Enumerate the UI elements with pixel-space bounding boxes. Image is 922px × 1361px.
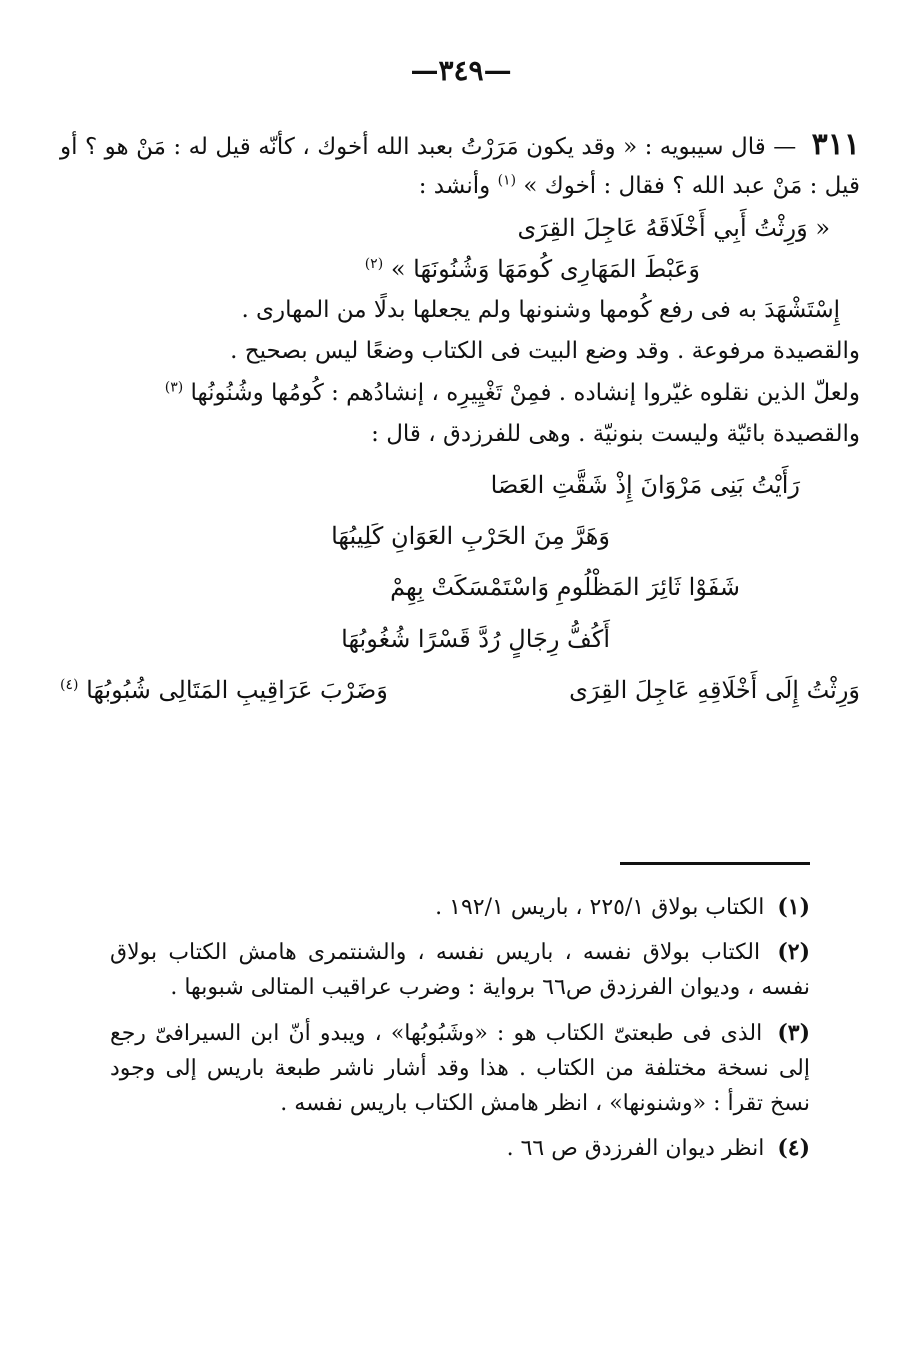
entry-line-1: — قال سيبويه : « وقد يكون مَرَرْتُ بعبد الله أخوك ، كأنّه xyxy=(258,134,797,160)
entry-paragraph xyxy=(60,122,860,204)
discussion-line-2-text: ولعلّ الذين نقلوه غيّروا إنشاده . فمِنْ تَغْيِيرِه ، إنشادُهم : كُومُها وشُنُونُها xyxy=(190,379,860,406)
verse-1-first-hemistich: « وَرِثْتُ أَبِي أَخْلَاقَهُ عَاجِلَ القِرَى xyxy=(517,214,830,243)
page-number: —٣٤٩— xyxy=(410,54,512,87)
footnote-1-text: الكتاب بولاق ٢٢٥/١ ، باريس ١٩٢/١ . xyxy=(435,895,765,920)
footnotes xyxy=(110,890,810,1176)
footnote-3 xyxy=(110,1016,810,1122)
footnote-marker-1: (١) xyxy=(497,171,517,188)
footnote-2-text: الكتاب بولاق نفسه ، باريس نفسه ، والشنتمرى هامش الكتاب بولاق نفسه ، وديوان الفرزدق ص٦٦ برواية : وضرب عراقيب المتالى شبوبها . xyxy=(110,940,810,1001)
footnote-4-number: (٤) xyxy=(777,1135,810,1162)
footnote-4-text: انظر ديوان الفرزدق ص ٦٦ . xyxy=(506,1136,765,1162)
poem-line-1: رَأَيْتُ بَنِى مَرْوَانَ إِذْ شَقَّتِ العَصَا xyxy=(490,471,800,500)
poem-line-5-first: وَرِثْتُ إِلَى أَخْلَاقِهِ عَاجِلَ القِرَى xyxy=(569,675,860,704)
discussion-line-2 xyxy=(60,376,860,412)
footnote-3-number: (٣) xyxy=(777,1019,810,1046)
poem-line-5 xyxy=(60,672,860,709)
footnote-2-number: (٢) xyxy=(777,939,810,966)
footnote-marker-4: (٤) xyxy=(60,676,79,693)
poem-line-3: شَفَوْا ثَائِرَ المَظْلُومِ وَاسْتَمْسَكَتْ بِهِمْ xyxy=(390,573,740,602)
footnote-marker-3: (٣) xyxy=(164,379,184,396)
poem-line-4: أَكُفُّ رِجَالٍ رُدَّ قَسْرًا شُغُوبُهَا xyxy=(341,624,610,653)
verse-1-second-text: وَعَبْطَ المَهَارِى كُومَهَا وَشُنُونَهَا » xyxy=(390,255,700,284)
main-text xyxy=(60,122,860,709)
footnote-marker-2: (٢) xyxy=(364,256,384,273)
poem xyxy=(60,467,860,709)
entry-number: ٣١١ xyxy=(811,127,861,162)
entry-line-2: قيل له : مَنْ هو ؟ أو قيل : مَنْ عبد الله ؟ فقال : أخوك » xyxy=(60,134,860,199)
footnotes-divider xyxy=(620,862,810,865)
poem-line-5-second: وَضَرْبَ عَرَاقِيبِ المَتَالِى شُبُوبُهَا xyxy=(86,675,388,704)
footnote-4 xyxy=(110,1131,810,1166)
footnote-1 xyxy=(110,890,810,925)
explanation: إِسْتَشْهَدَ به فى رفع كُومها وشنونها ولم يجعلها بدلًا من المهارى . xyxy=(241,296,840,323)
footnote-3-text: الذى فى طبعتىّ الكتاب هو : «وشَبُوبُها» ، ويبدو أنّ ابن السيرافىّ رجع إلى نسخة مختلفة من الكتاب . هذا وقد أشار ناشر طبعة باريس إلى وجود نسخ تقرأ : «وشنونها» ، انظر هامش الكتاب باريس نفسه . xyxy=(110,1020,810,1116)
verse-1-second-hemistich xyxy=(60,251,860,288)
poem-line-2: وَهَرَّ مِنَ الحَرْبِ العَوَانِ كَلِيبُهَا xyxy=(331,522,610,551)
entry-line-3: وأنشد : xyxy=(418,172,491,199)
discussion-line-1: والقصيدة مرفوعة . وقد وضع البيت فى الكتاب وضعًا ليس بصحيح . xyxy=(230,338,860,365)
footnote-1-number: (١) xyxy=(777,894,810,920)
footnote-2 xyxy=(110,935,810,1005)
discussion-line-3: والقصيدة بائيّة وليست بنونيّة . وهى للفرزدق ، قال : xyxy=(371,421,860,448)
poem-line-5-second-wrap xyxy=(60,672,388,709)
